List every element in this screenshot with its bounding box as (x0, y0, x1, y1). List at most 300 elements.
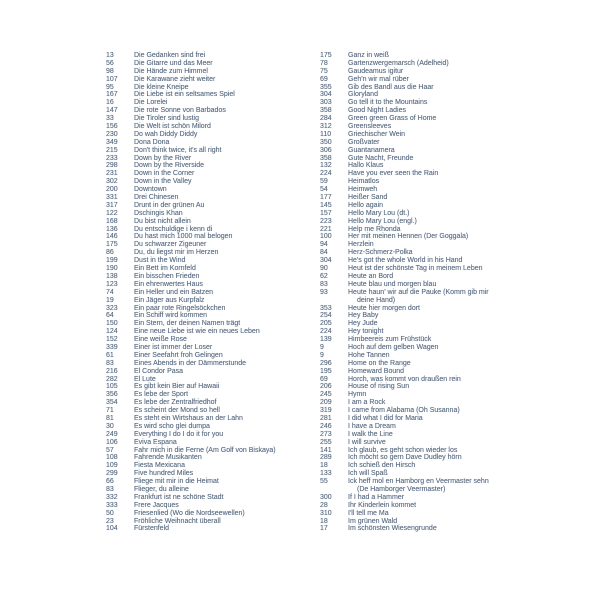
song-title: Fiesta Mexicana (134, 462, 185, 470)
song-number: 61 (106, 351, 114, 359)
song-number: 215 (106, 146, 118, 154)
song-title: Ick heff mol en Hamborg en Veermaster sehn (348, 478, 489, 486)
song-row (106, 273, 318, 281)
song-title: Im grünen Wald (348, 517, 398, 525)
song-title: Gib des Bandl aus die Haar (348, 83, 434, 91)
song-row (320, 336, 538, 344)
song-row (106, 336, 318, 344)
song-number: 353 (320, 304, 332, 312)
song-title: Die Karawane zieht weiter (134, 75, 216, 83)
song-title: Hello Mary Lou (dt.) (348, 209, 410, 217)
song-title: Hello Mary Lou (engl.) (348, 217, 417, 225)
song-title: Heute blau und morgen blau (348, 280, 437, 288)
song-number: 349 (106, 138, 118, 146)
song-number: 205 (320, 320, 332, 328)
song-number: 141 (320, 446, 332, 454)
song-row (106, 60, 318, 68)
song-title: Ich glaub, es geht schon wieder los (348, 446, 458, 454)
song-row (320, 194, 538, 202)
song-title: Horch, was kommt von draußen rein (348, 375, 461, 383)
song-title: Die Hände zum Himmel (134, 67, 208, 75)
song-row (106, 525, 318, 533)
song-number: 331 (106, 194, 118, 202)
song-row (106, 478, 318, 486)
song-title: Heißer Sand (348, 194, 388, 202)
song-row (320, 115, 538, 123)
song-row (106, 123, 318, 131)
song-title: Geh'n wir mal rüber (348, 75, 409, 83)
song-row (106, 281, 318, 289)
song-title: Hey Jude (348, 320, 378, 328)
song-row (106, 328, 318, 336)
song-row (320, 123, 538, 131)
song-title: Eines Abends in der Dämmerstunde (134, 359, 247, 367)
song-number: 224 (320, 170, 332, 178)
song-number: 69 (320, 75, 328, 83)
song-row (320, 415, 538, 423)
song-number: 310 (320, 509, 332, 517)
song-row (106, 415, 318, 423)
song-row (320, 431, 538, 439)
song-row (106, 68, 318, 76)
song-number: 299 (106, 470, 118, 478)
song-number: 358 (320, 107, 332, 115)
song-title: Greensleeves (348, 123, 392, 131)
song-title: If I had a Hammer (348, 493, 405, 501)
song-number: 147 (106, 107, 118, 115)
song-number: 124 (106, 328, 118, 336)
song-column-left (106, 52, 318, 533)
song-title-continuation: deine Hand) (357, 296, 396, 304)
song-title: Die Tiroler sind lustig (134, 115, 199, 123)
song-number: 233 (106, 154, 118, 162)
song-title: Heute an Bord (348, 272, 394, 280)
song-number: 100 (320, 233, 332, 241)
song-title: Im schönsten Wiesengrunde (348, 525, 437, 533)
song-number: 150 (106, 320, 118, 328)
song-number: 123 (106, 280, 118, 288)
song-title: Good Night Ladies (348, 107, 406, 115)
song-title: Heut ist der schönste Tag in meinem Leben (348, 265, 483, 273)
song-title: Dust in the Wind (134, 257, 186, 265)
song-number: 86 (106, 249, 114, 257)
song-number: 206 (320, 383, 332, 391)
song-row (320, 391, 538, 399)
song-number: 317 (106, 201, 118, 209)
song-number: 289 (320, 454, 332, 462)
song-row (106, 289, 318, 297)
song-number: 83 (106, 359, 114, 367)
song-title: Go tell it to the Mountains (348, 99, 428, 107)
song-row (106, 147, 318, 155)
song-row (320, 525, 538, 533)
song-row (106, 210, 318, 218)
song-title: Eine neue Liebe ist wie ein neues Leben (134, 328, 260, 336)
song-number: 146 (106, 233, 118, 241)
song-title: Die Lorelei (134, 99, 168, 107)
song-number: 156 (106, 123, 118, 131)
song-title: I walk the Line (348, 430, 393, 438)
song-title: I will survive (348, 438, 386, 446)
song-number: 81 (106, 414, 114, 422)
song-number: 105 (106, 383, 118, 391)
song-row (320, 76, 538, 84)
song-row (320, 52, 538, 60)
song-number: 245 (320, 391, 332, 399)
song-title: Dschingis Khan (134, 209, 183, 217)
song-number: 66 (106, 478, 114, 486)
song-row (320, 265, 538, 273)
song-number: 33 (106, 115, 114, 123)
song-number: 190 (106, 265, 118, 273)
song-row (106, 265, 318, 273)
song-row (106, 115, 318, 123)
song-row (320, 147, 538, 155)
song-row (106, 510, 318, 518)
song-row (106, 320, 318, 328)
song-row (320, 494, 538, 502)
song-row (320, 320, 538, 328)
song-title: Ein Stern, der deinen Namen trägt (134, 320, 241, 328)
song-number: 106 (106, 438, 118, 446)
song-number: 83 (106, 485, 114, 493)
song-title: Hohe Tannen (348, 351, 390, 359)
song-title: Die rote Sonne von Barbados (134, 107, 226, 115)
song-title: Ich möcht so gern Dave Dudley hörn (348, 454, 462, 462)
song-number: 298 (106, 162, 118, 170)
song-row (320, 439, 538, 447)
song-row (106, 178, 318, 186)
song-number: 303 (320, 99, 332, 107)
song-row (320, 139, 538, 147)
song-title: Downtown (134, 186, 167, 194)
song-number: 75 (320, 67, 328, 75)
song-number: 255 (320, 438, 332, 446)
song-title: Friesenlied (Wo die Nordseewellen) (134, 509, 245, 517)
song-row (320, 510, 538, 518)
song-title: Have you ever seen the Rain (348, 170, 439, 178)
song-title: Es gibt kein Bier auf Hawaii (134, 383, 220, 391)
song-row (320, 249, 538, 257)
song-number: 95 (106, 83, 114, 91)
song-title: I have a Dream (348, 422, 396, 430)
song-title: Fliege mit mir in die Heimat (134, 478, 219, 486)
song-number: 83 (320, 280, 328, 288)
song-title: House of rising Sun (348, 383, 410, 391)
song-number: 59 (320, 178, 328, 186)
song-title: Du entschuldige i kenn di (134, 225, 213, 233)
song-row (320, 502, 538, 510)
song-row (106, 502, 318, 510)
song-row (320, 399, 538, 407)
song-number: 358 (320, 154, 332, 162)
song-title: Großvater (348, 138, 380, 146)
song-number: 254 (320, 312, 332, 320)
song-number: 323 (106, 304, 118, 312)
song-title: Du bist nicht allein (134, 217, 191, 225)
song-number: 54 (320, 186, 328, 194)
song-number: 56 (106, 59, 114, 67)
song-row (320, 210, 538, 218)
song-row (320, 423, 538, 431)
song-title: Ein bisschen Frieden (134, 272, 200, 280)
song-title: Guantanamera (348, 146, 395, 154)
song-number: 9 (320, 351, 324, 359)
song-number: 284 (320, 115, 332, 123)
song-title: Du schwarzer Zigeuner (134, 241, 207, 249)
song-title: Heimweh (348, 186, 378, 194)
song-title: El Condor Pasa (134, 367, 184, 375)
song-row (320, 407, 538, 415)
song-number: 13 (106, 52, 114, 59)
song-number: 74 (106, 288, 114, 296)
song-number: 122 (106, 209, 118, 217)
song-row (320, 478, 538, 486)
song-title: I did what I did for Maria (348, 414, 423, 422)
song-title: Die kleine Kneipe (134, 83, 189, 91)
song-row (106, 352, 318, 360)
song-row (320, 360, 538, 368)
song-number: 84 (320, 249, 328, 257)
song-title: Gaudeamus igitur (348, 67, 404, 75)
song-title: Fahr mich in die Ferne (Am Golf von Biskaya) (134, 446, 276, 454)
song-title: El Lute (134, 375, 156, 383)
song-number: 231 (106, 170, 118, 178)
song-number: 304 (320, 91, 332, 99)
song-title: Fürstenfeld (134, 525, 170, 533)
song-title: Dona Dona (134, 138, 170, 146)
song-row (320, 178, 538, 186)
song-number: 98 (106, 67, 114, 75)
song-title: Gloryland (348, 91, 378, 99)
song-title: Eviva Espana (134, 438, 177, 446)
song-title: Heimatlos (348, 178, 380, 186)
song-title: Heute haun' wir auf die Pauke (Komm gib mir (348, 288, 489, 296)
song-row (106, 407, 318, 415)
song-number: 216 (106, 367, 118, 375)
song-row (320, 257, 538, 265)
song-row (106, 202, 318, 210)
song-row (320, 202, 538, 210)
song-title: Du, du liegst mir im Herzen (134, 249, 219, 257)
song-number: 312 (320, 123, 332, 131)
song-number: 333 (106, 501, 118, 509)
song-title: Down by the River (134, 154, 192, 162)
song-title: Frankfurt ist ne schöne Stadt (134, 493, 224, 501)
song-number: 93 (320, 288, 328, 296)
song-row (320, 131, 538, 139)
song-number: 223 (320, 217, 332, 225)
song-number: 57 (106, 446, 114, 454)
song-number: 168 (106, 217, 118, 225)
song-number: 90 (320, 265, 328, 273)
song-title: Everything I do I do it for you (134, 430, 224, 438)
song-row (106, 257, 318, 265)
song-number: 110 (320, 130, 332, 138)
song-row (106, 139, 318, 147)
song-number: 230 (106, 130, 118, 138)
song-number: 355 (320, 83, 332, 91)
song-title: Einer Seefahrt froh Gelingen (134, 351, 223, 359)
song-row (106, 470, 318, 478)
song-number: 356 (106, 391, 118, 399)
song-row (106, 76, 318, 84)
song-number: 71 (106, 407, 114, 415)
song-row (320, 218, 538, 226)
song-number: 18 (320, 462, 328, 470)
song-title: Es wird scho glei dumpa (134, 422, 210, 430)
song-title: Frere Jacques (134, 501, 179, 509)
song-title: Ihr Kinderlein kommet (348, 501, 417, 509)
song-row (320, 107, 538, 115)
song-number: 195 (320, 367, 332, 375)
song-row (106, 194, 318, 202)
song-row (106, 391, 318, 399)
song-title: Green green Grass of Home (348, 115, 437, 123)
song-number: 339 (106, 343, 118, 351)
song-row (106, 186, 318, 194)
song-number: 157 (320, 209, 332, 217)
song-title: Homeward Bound (348, 367, 405, 375)
song-number: 209 (320, 399, 332, 407)
song-row (106, 131, 318, 139)
song-title: Einer ist immer der Loser (134, 343, 213, 351)
song-row (320, 273, 538, 281)
song-number: 19 (106, 296, 114, 304)
song-row (320, 368, 538, 376)
song-number: 221 (320, 225, 332, 233)
song-number: 177 (320, 194, 332, 202)
song-title: Eine weiße Rose (134, 336, 187, 344)
song-title: Hey Baby (348, 312, 379, 320)
song-number: 30 (106, 422, 114, 430)
song-number: 18 (320, 517, 328, 525)
song-title-continuation: (De Hamborger Veermaster) (357, 485, 446, 493)
song-title: Es lebe der Zentralfriedhof (134, 399, 217, 407)
song-row (320, 344, 538, 352)
song-row (106, 344, 318, 352)
song-number: 138 (106, 272, 118, 280)
song-title: Home on the Range (348, 359, 411, 367)
song-number: 78 (320, 59, 328, 67)
song-title: Do wah Diddy Diddy (134, 130, 198, 138)
song-title: Himbeereis zum Frühstück (348, 336, 432, 344)
song-number: 200 (106, 186, 118, 194)
song-title: Hallo Klaus (348, 162, 384, 170)
song-title: Die Liebe ist ein seltsames Spiel (134, 91, 235, 99)
song-number: 50 (106, 509, 114, 517)
song-row (320, 470, 538, 478)
song-number: 133 (320, 470, 332, 478)
song-title: Die Welt ist schön Milord (134, 123, 211, 131)
song-number: 152 (106, 336, 118, 344)
song-title: Herzlein (348, 241, 374, 249)
song-number: 28 (320, 501, 328, 509)
song-title: Help me Rhonda (348, 225, 401, 233)
song-number: 354 (106, 399, 118, 407)
song-row (106, 249, 318, 257)
song-number: 139 (320, 336, 332, 344)
song-row (320, 186, 538, 194)
song-title: I came from Alabama (Oh Susanna) (348, 407, 460, 415)
song-title: Es lebe der Sport (134, 391, 189, 399)
song-title: I'll tell me Ma (348, 509, 389, 517)
song-title: Herz-Schmerz-Polka (348, 249, 413, 257)
song-number: 55 (320, 478, 328, 486)
song-row (106, 431, 318, 439)
song-title: Du hast mich 1000 mal belogen (134, 233, 233, 241)
song-number: 199 (106, 257, 118, 265)
song-title: Drei Chinesen (134, 194, 179, 202)
song-title: Don't think twice, it's all right (134, 146, 222, 154)
song-number: 246 (320, 422, 332, 430)
song-title: Ein paar rote Ringelsöckchen (134, 304, 226, 312)
song-title: Die Gedanken sind frei (134, 52, 206, 59)
song-number: 9 (320, 343, 324, 351)
song-row (106, 107, 318, 115)
song-row (320, 328, 538, 336)
song-title: He's got the whole World in his Hand (348, 257, 463, 265)
song-number: 332 (106, 493, 118, 501)
song-number: 302 (106, 178, 118, 186)
song-number: 167 (106, 91, 118, 99)
song-number: 282 (106, 375, 118, 383)
song-title: Down by the Riverside (134, 162, 205, 170)
song-row (320, 289, 538, 297)
song-number: 64 (106, 312, 114, 320)
song-row (320, 281, 538, 289)
song-row (106, 439, 318, 447)
song-title: Fröhliche Weihnacht überall (134, 517, 221, 525)
song-row (106, 218, 318, 226)
song-title: Gartenzwergemarsch (Adelheid) (348, 59, 449, 67)
song-title: Down in the Valley (134, 178, 192, 186)
song-title: Ganz in weiß (348, 52, 389, 59)
song-title: Down in the Corner (134, 170, 195, 178)
song-number: 94 (320, 241, 328, 249)
song-number: 136 (106, 225, 118, 233)
song-number: 306 (320, 146, 332, 154)
song-title: Gute Nacht, Freunde (348, 154, 414, 162)
song-number: 23 (106, 517, 114, 525)
song-title: Fahrende Musikanten (134, 454, 202, 462)
song-number: 145 (320, 201, 332, 209)
song-number: 273 (320, 430, 332, 438)
song-number: 132 (320, 162, 332, 170)
song-row (320, 68, 538, 76)
song-title: Hymn (348, 391, 367, 399)
song-number: 17 (320, 525, 328, 533)
song-title: Hey tonight (348, 328, 384, 336)
song-number: 175 (106, 241, 118, 249)
song-title: Ein Jäger aus Kurpfalz (134, 296, 205, 304)
song-number: 16 (106, 99, 114, 107)
song-title: Heute hier morgen dort (348, 304, 420, 312)
song-row (106, 52, 318, 60)
song-title: Es steht ein Wirtshaus an der Lahn (134, 414, 243, 422)
song-title: Hoch auf dem gelben Wagen (348, 343, 439, 351)
song-number: 109 (106, 462, 118, 470)
song-number: 224 (320, 328, 332, 336)
song-number: 108 (106, 454, 118, 462)
song-number: 300 (320, 493, 332, 501)
song-title: I am a Rock (348, 399, 386, 407)
song-number: 69 (320, 375, 328, 383)
song-number: 62 (320, 272, 328, 280)
song-title: Drunt in der grünen Au (134, 201, 205, 209)
song-number: 350 (320, 138, 332, 146)
song-title: Ich schieß den Hirsch (348, 462, 416, 470)
